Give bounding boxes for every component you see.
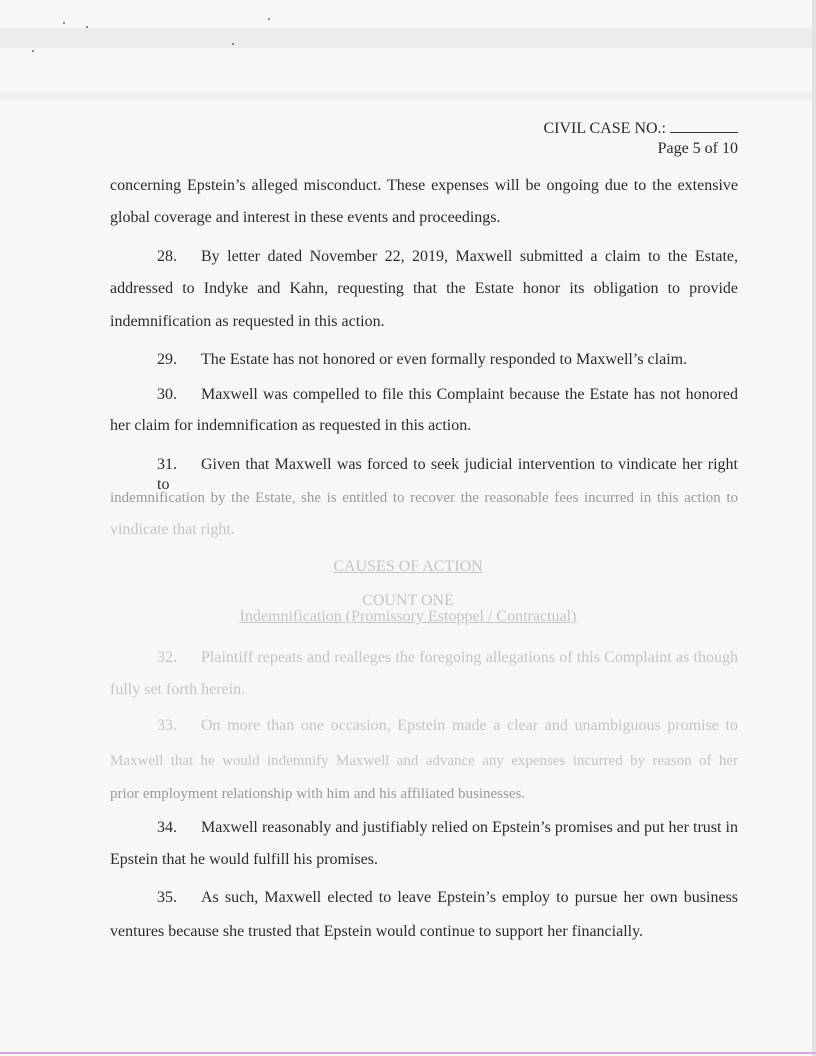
scan-artifact-band [0,28,816,48]
paragraph-number: 28. [157,248,177,265]
body-line: addressed to Indyke and Kahn, requesting that the Estate honor its obligation to provide [110,280,738,297]
paragraph-29 [157,350,738,370]
body-line: vindicate that right. [110,521,235,538]
body-line: By letter dated November 22, 2019, Maxwell submitted a claim to the Estate, [201,248,738,265]
body-line: Plaintiff repeats and realleges the foregoing allegations of this Complaint as though [201,649,738,666]
body-line: Maxwell that he would indemnify Maxwell and advance any expenses incurred by reason of her [110,753,738,769]
body-line: Epstein that he would fulfill his promises. [110,851,378,868]
scan-speck [268,18,270,20]
body-line: The Estate has not honored or even formally responded to Maxwell’s claim. [201,351,688,368]
scan-speck [32,50,34,52]
causes-of-action-heading: CAUSES OF ACTION [333,558,483,575]
civil-case-number [543,118,738,138]
paragraph-32 [157,648,738,668]
body-line: Given that Maxwell was forced to seek judicial intervention to vindicate her right to [157,456,738,493]
body-line: her claim for indemnification as requested in this action. [110,417,472,434]
scan-speck [232,43,234,45]
body-line: prior employment relationship with him and his affiliated businesses. [110,786,526,802]
paragraph-35 [157,888,738,908]
body-line: indemnification as requested in this action. [110,313,385,330]
paragraph-number: 29. [157,351,177,368]
case-number-blank [670,118,738,133]
body-line: Maxwell reasonably and justifiably relied on Epstein’s promises and put her trust in [201,819,738,836]
paragraph-number: 35. [157,889,177,906]
page-number: Page 5 of 10 [657,140,738,157]
scan-edge [812,0,816,1056]
paragraph-number: 32. [157,649,177,666]
paragraph-34 [157,818,738,838]
count-one-heading: COUNT ONE [362,592,454,609]
page-bottom-edge [0,1052,816,1054]
scan-speck [86,26,88,28]
paragraph-28 [157,247,738,267]
body-line: concerning Epstein’s alleged misconduct. These expenses will be ongoing due to the extensive [110,177,738,194]
body-line: As such, Maxwell elected to leave Epstein’s employ to pursue her own business [201,889,738,906]
case-label: CIVIL CASE NO.: [543,120,666,137]
body-line: On more than one occasion, Epstein made a clear and unambiguous promise to [201,717,738,734]
paragraph-33 [157,716,738,736]
count-one-subheading: Indemnification (Promissory Estoppel / Contractual) [239,608,577,625]
body-line: global coverage and interest in these events and proceedings. [110,209,501,226]
body-line: Maxwell was compelled to file this Complaint because the Estate has not honored [201,386,738,403]
body-line: fully set forth herein. [110,681,246,698]
scan-speck [63,22,65,24]
paragraph-number: 30. [157,386,177,403]
paragraph-number: 34. [157,819,177,836]
scan-artifact-band [0,92,816,100]
paragraph-30 [157,385,738,405]
body-line: indemnification by the Estate, she is entitled to recover the reasonable fees incurred in this action to [110,490,738,506]
body-line: ventures because she trusted that Epstein would continue to support her financially. [110,923,644,940]
paragraph-number: 31. [157,456,177,473]
paragraph-number: 33. [157,717,177,734]
